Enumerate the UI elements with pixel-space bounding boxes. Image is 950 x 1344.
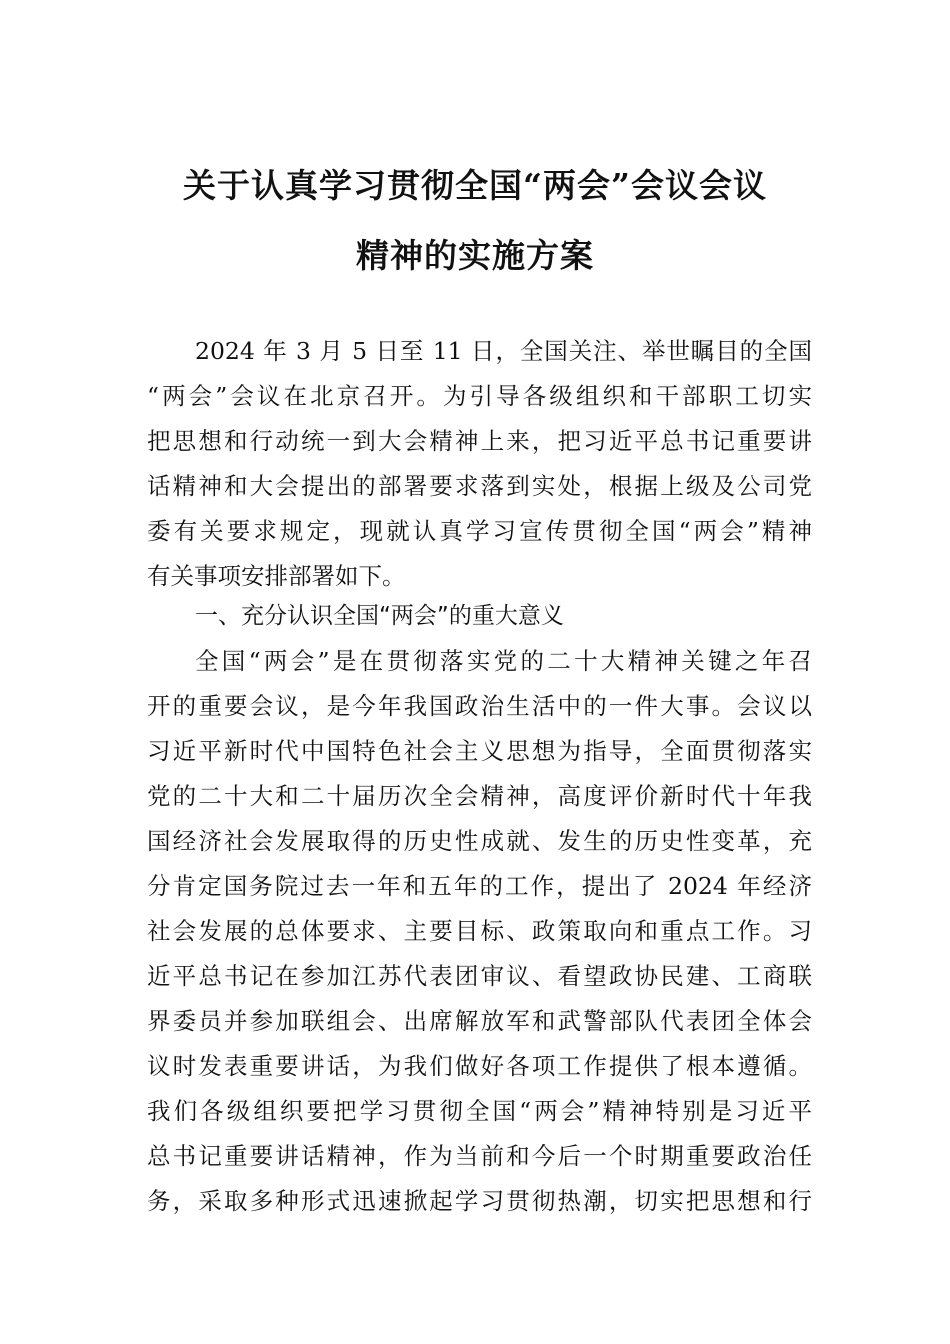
paragraph-line: 全国“两会”是在贯彻落实党的二十大精神关键之年召	[195, 647, 812, 675]
paragraph-line: “两会”会议在北京召开。为引导各级组织和干部职工切实	[147, 382, 812, 410]
paragraph-line: 把思想和行动统一到大会精神上来，把习近平总书记重要讲	[147, 427, 812, 455]
intro-paragraph	[147, 329, 812, 599]
document-title-line-2: 精神的实施方案	[356, 236, 594, 275]
significance-paragraph	[147, 639, 812, 1224]
document-title-line-1: 关于认真学习贯彻全国“两会”会议会议	[183, 166, 767, 205]
paragraph-line: 社会发展的总体要求、主要目标、政策取向和重点工作。习	[147, 917, 812, 945]
paragraph-line: 总书记重要讲话精神，作为当前和今后一个时期重要政治任	[147, 1142, 812, 1170]
paragraph-line: 委有关要求规定，现就认真学习宣传贯彻全国“两会”精神	[147, 517, 812, 545]
paragraph-line: 有关事项安排部署如下。	[147, 562, 406, 590]
paragraph-line: 话精神和大会提出的部署要求落到实处，根据上级及公司党	[147, 472, 812, 500]
section-heading-1: 一、充分认识全国“两会”的重大意义	[195, 603, 564, 629]
paragraph-line: 界委员并参加联组会、出席解放军和武警部队代表团全体会	[147, 1007, 812, 1035]
paragraph-line: 近平总书记在参加江苏代表团审议、看望政协民建、工商联	[147, 962, 812, 990]
paragraph-line: 分肯定国务院过去一年和五年的工作，提出了 2024 年经济	[147, 872, 812, 900]
paragraph-line: 习近平新时代中国特色社会主义思想为指导，全面贯彻落实	[147, 737, 812, 765]
paragraph-line: 国经济社会发展取得的历史性成就、发生的历史性变革，充	[147, 827, 812, 855]
paragraph-line: 议时发表重要讲话，为我们做好各项工作提供了根本遵循。	[147, 1052, 812, 1080]
paragraph-line: 2024 年 3 月 5 日至 11 日，全国关注、举世瞩目的全国	[195, 337, 812, 365]
paragraph-line: 我们各级组织要把学习贯彻全国“两会”精神特别是习近平	[147, 1097, 812, 1125]
paragraph-line: 党的二十大和二十届历次全会精神，高度评价新时代十年我	[147, 782, 812, 810]
paragraph-line: 务，采取多种形式迅速掀起学习贯彻热潮，切实把思想和行	[147, 1187, 812, 1215]
paragraph-line: 开的重要会议，是今年我国政治生活中的一件大事。会议以	[147, 692, 812, 720]
